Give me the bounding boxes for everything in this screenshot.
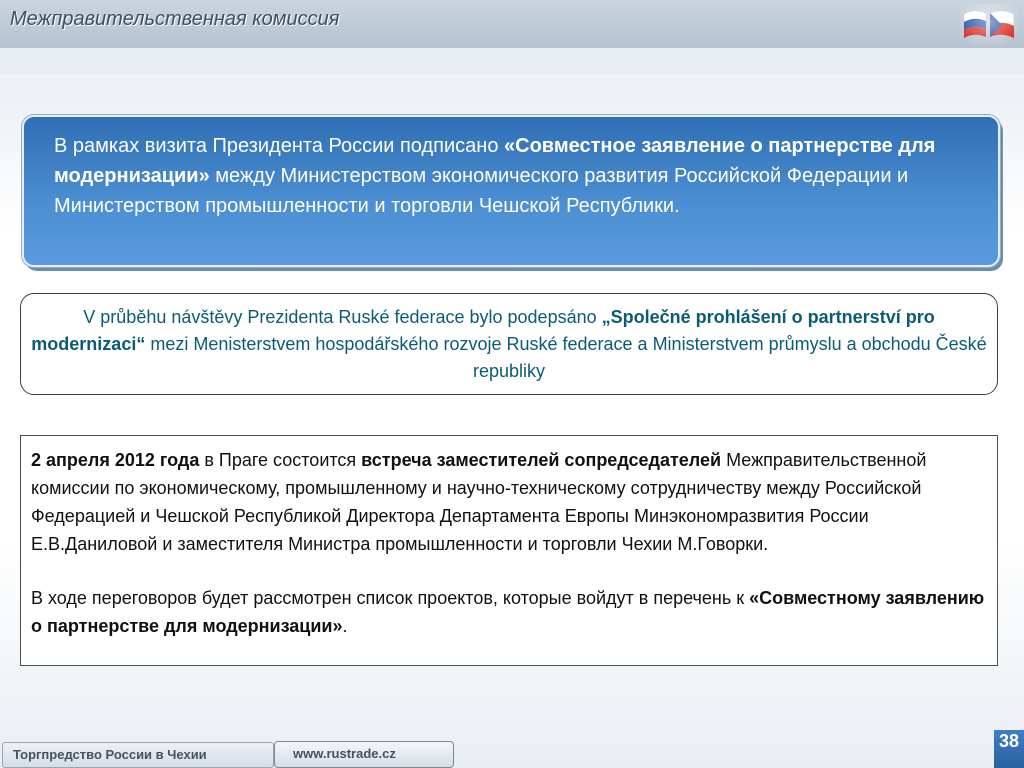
page-title: Межправительственная комиссия xyxy=(10,8,340,30)
meeting-info-box xyxy=(20,435,998,666)
projects-text: В ходе переговоров будет рассмотрен список проектов, которые войдут в перечень к xyxy=(31,588,750,608)
meeting-subject: встреча заместителей сопредседателей xyxy=(361,450,722,470)
projects-paragraph xyxy=(31,584,987,640)
header-band-fade xyxy=(0,74,1024,104)
meeting-date: 2 апреля 2012 года xyxy=(31,450,200,470)
meeting-paragraph xyxy=(31,446,987,558)
page-number: 38 xyxy=(994,730,1024,768)
czech-text-intro: V průběhu návštěvy Prezidenta Ruské federace bylo podepsáno xyxy=(83,307,602,327)
footer-trade-mission-label: Торгпредство России в Чехии xyxy=(2,742,274,768)
header-bar xyxy=(0,0,1024,48)
meeting-text-2: Межправительственной комиссии по экономическому, промышленному и научно-техническому сотрудничеству между Российской Федерацией и Чешской Республикой Директора Департамента Европы Минэкономразвития России Е.В.Даниловой и заместителя Министра промышленности и торговли Чехии М.Говорки. xyxy=(31,450,927,554)
footer-website-link[interactable]: www.rustrade.cz xyxy=(274,741,454,768)
projects-statement: «Совместному заявлению о партнерстве для модернизации» xyxy=(31,588,985,636)
paragraph-spacer xyxy=(31,558,987,584)
projects-end: . xyxy=(342,616,348,636)
header-band xyxy=(0,48,1024,74)
russian-announcement-box xyxy=(22,115,1000,267)
russian-text-rest: между Министерством экономического развития Российской Федерации и Министерством промышленности и торговли Чешской Республики. xyxy=(54,165,909,217)
czech-text-bold: „Společné prohlášení o partnerství pro modernizaci“ xyxy=(31,307,935,354)
meeting-text-1: в Праге состоится xyxy=(199,450,362,470)
russia-czech-flag-icon xyxy=(960,4,1018,48)
russian-text-bold: «Совместное заявление о партнерстве для модернизации» xyxy=(54,135,936,187)
czech-announcement-box xyxy=(20,293,998,395)
czech-text-rest: mezi Menisterstvem hospodářského rozvoje Ruské federace a Ministerstvem průmyslu a obchodu České republiky xyxy=(145,334,987,381)
russian-text-intro: В рамках визита Президента России подписано xyxy=(54,135,505,157)
